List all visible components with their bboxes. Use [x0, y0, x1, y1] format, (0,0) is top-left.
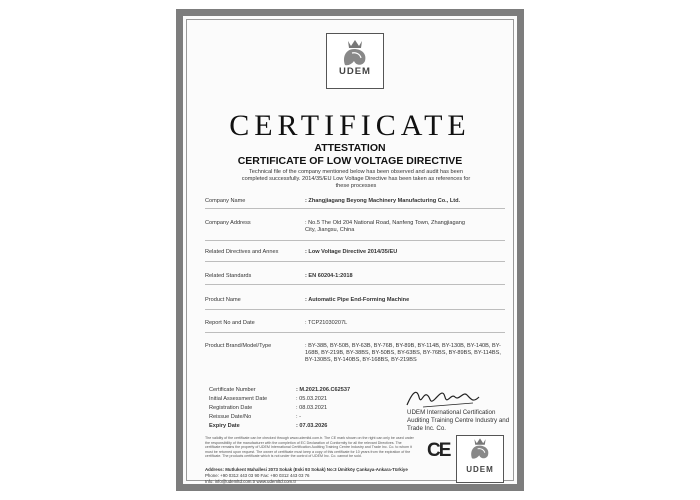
certificate-frame: [176, 9, 524, 491]
attestation-heading: ATTESTATION: [314, 142, 386, 154]
issuer-name: UDEM International Certification Auditing Training Centre Industry and Trade Inc. Co.: [407, 409, 510, 432]
report-value: : TCP21030207L: [305, 320, 348, 326]
udem-logo-icon: [326, 33, 384, 89]
certificate-number-value: : M.2021.206.C62537: [296, 387, 351, 393]
expiry-date-value: : 07.03.2026: [296, 423, 328, 429]
expiry-date-label: Expiry Date: [209, 423, 240, 429]
divider: [205, 208, 505, 209]
phone-line: Phone: +90 0312 443 03 90 Fax: +90 0312 443 03 76: [205, 473, 310, 478]
lion-crest-icon: [334, 37, 376, 67]
divider: [205, 240, 505, 241]
company-name-label: Company Name: [205, 198, 246, 204]
standards-label: Related Standards: [205, 273, 252, 279]
initial-assessment-value: : 05.03.2021: [296, 396, 328, 402]
certificate-number-label: Certificate Number: [209, 387, 256, 393]
ce-mark-icon: CE: [427, 440, 450, 461]
divider: [205, 332, 505, 333]
fine-print: The validity of the certificate can be checked through www.udemltd.com.tr. The CE mark shown on the right can only be used under the responsibility of the manufacturer with the completion of EC Declaration of Conformity for all the relevant Directives. The certificate remains the property of UDEM International Certification Auditing Training Centre Industry and Trade Inc. Co. to whom it must be returned upon request. The owner of certificate must keep a copy of this certificate for 10 years from the expiration of the certificate. The products certificate which is not under the control of UDEM Inc. Co. cannot be sold.: [205, 436, 414, 459]
company-name-value: : Zhangjiagang Beyong Machinery Manufacturing Co., Ltd.: [305, 198, 461, 204]
address-line: Address: Mutlukent Mahallesi 2073 Sokak (Eski 93 Sokak) No:3 Ümitköy Çankaya-Ankara-Türkiye: [205, 467, 408, 472]
lion-crest-icon: [463, 436, 497, 460]
product-name-label: Product Name: [205, 297, 241, 303]
logo-text: UDEM: [339, 66, 371, 77]
certificate-subtitle: CERTIFICATE OF LOW VOLTAGE DIRECTIVE: [237, 155, 463, 167]
standards-value: : EN 60204-1:2018: [305, 273, 353, 279]
product-name-value: : Automatic Pipe End-Forming Machine: [305, 297, 410, 303]
signature-icon: [403, 385, 493, 411]
divider: [205, 309, 505, 310]
directives-value: : Low Voltage Directive 2014/35/EU: [305, 249, 398, 255]
product-brand-label: Product Brand/Model/Type: [205, 343, 272, 349]
certificate-title: CERTIFICATE: [229, 109, 471, 142]
reissue-label: Reissue Date/No: [209, 414, 252, 420]
company-address-value: : No.5 The Old 204 National Road, Nanfeng Town, Zhangjiagang City, Jiangsu, China: [305, 220, 465, 233]
divider: [205, 261, 505, 262]
logo-text: UDEM: [466, 465, 494, 474]
udem-logo-icon: [456, 435, 504, 483]
product-brand-value: : BY-38B, BY-50B, BY-63B, BY-76B, BY-89B, BY-114B, BY-130B, BY-140B, BY-168B, BY-219B, BY-38BS, BY-50BS, BY-63BS, BY-76BS, BY-89BS, BY-114BS, BY-130BS, BY-140BS, BY-168BS, BY-219BS: [305, 343, 501, 363]
reissue-value: : -: [296, 414, 301, 420]
web-line: Info: info@udemltd.com.tr www.udemltd.com.tr: [205, 479, 297, 484]
report-label: Report No and Date: [205, 320, 255, 326]
company-address-label: Company Address: [205, 220, 251, 226]
directives-label: Related Directives and Annex: [205, 249, 279, 255]
registration-date-label: Registration Date: [209, 405, 253, 411]
initial-assessment-label: Initial Assessment Date: [209, 396, 268, 402]
registration-date-value: : 08.03.2021: [296, 405, 328, 411]
intro-text: Technical file of the company mentioned below has been observed and audit has been completed successfully. 2014/35/EU Low Voltage Directive has been taken as references for these processes: [241, 169, 471, 190]
divider: [205, 284, 505, 285]
